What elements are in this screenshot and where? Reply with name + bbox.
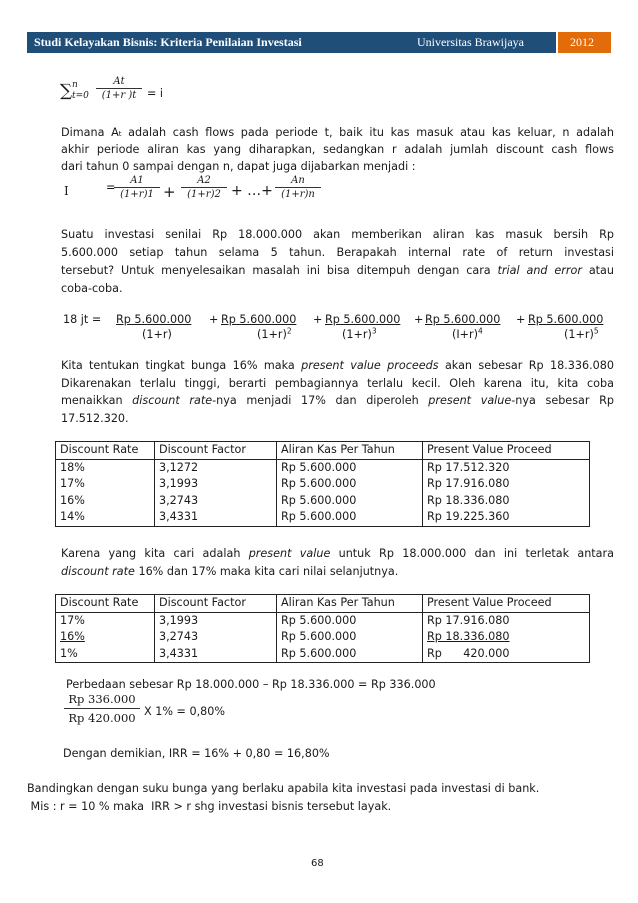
npv-term-1: Rp 5.600.000	[116, 313, 192, 326]
header-university: Universitas Brawijaya	[417, 35, 524, 49]
sum-upper-limit: 𝑛	[72, 80, 78, 90]
closing-line1: Bandingkan dengan suku bunga yang berlaku apabila kita investasi pada investasi di bank.	[27, 782, 540, 795]
table-row	[56, 476, 590, 493]
table-cell: Rp 19.225.360	[423, 509, 590, 526]
table-header-cell: Aliran Kas Per Tahun	[277, 595, 423, 613]
table-cell: 3,4331	[155, 509, 277, 526]
formula2-lhs: I	[64, 184, 69, 198]
closing-line2: Mis : r = 10 % maka IRR > r shg investasi bisnis tersebut layak.	[27, 800, 392, 813]
page-header	[27, 32, 611, 53]
table-header-row	[56, 595, 590, 613]
npv-denom-4: $(I+r)^4$	[452, 326, 483, 341]
header-year: 2012	[570, 35, 594, 49]
table-cell: 3,1272	[155, 459, 277, 476]
table-cell: 3,2743	[155, 493, 277, 510]
table-header-cell: Present Value Proceed	[423, 442, 590, 460]
table-header-cell: Discount Factor	[155, 595, 277, 613]
table-cell: 3,4331	[155, 646, 277, 663]
npv-term-4: Rp 5.600.000	[425, 313, 501, 326]
formula1-rhs: = i	[147, 87, 164, 100]
table-cell: Rp 17.916.080	[423, 612, 590, 629]
table-cell: Rp 5.600.000	[277, 459, 423, 476]
npv-plus: +	[313, 313, 323, 326]
table-row	[56, 646, 590, 663]
para3-line3: menaikkan discount rate-nya menjadi 17% dan diperoleh present value-nya sebesar Rp	[61, 394, 614, 407]
formula2-term1: 𝐴1 (1+𝑟)1	[114, 175, 160, 200]
table-row	[56, 629, 590, 646]
para3-line4: 17.512.320.	[61, 412, 129, 425]
para2-line3: tersebut? Untuk menyelesaikan masalah ini bisa ditempuh dengan cara trial and error atau	[61, 264, 615, 277]
npv-denom-2: $(1+r)^2$	[257, 326, 292, 341]
para3-line2: Dikarenakan terlalu tinggi, berarti pembagiannya terlalu kecil. Oleh karena itu, kita coba	[61, 377, 614, 390]
npv-plus: +	[516, 313, 526, 326]
para1-line1: Dimana At adalah cash flows pada periode t, baik itu kas masuk atau kas keluar, n adalah	[61, 126, 614, 139]
table-cell: Rp 5.600.000	[277, 476, 423, 493]
difference-line: Perbedaan sebesar Rp 18.000.000 – Rp 18.336.000 = Rp 336.000	[66, 678, 436, 691]
table-header-cell: Discount Rate	[56, 595, 155, 613]
table-header-cell: Present Value Proceed	[423, 595, 590, 613]
table-cell: 18%	[56, 459, 155, 476]
table-cell: 1%	[56, 646, 155, 663]
table-cell: Rp 5.600.000	[277, 629, 423, 646]
irr-result: Dengan demikian, IRR = 16% + 0,80 = 16,80%	[63, 747, 330, 760]
para2-line2: 5.600.000 setiap tahun selama 5 tahun. Berapakah internal rate of return investasi	[61, 246, 614, 259]
discount-table-1	[55, 441, 590, 527]
table-cell: 3,1993	[155, 476, 277, 493]
sigma-symbol: ∑	[60, 81, 73, 101]
table-header-cell: Discount Factor	[155, 442, 277, 460]
header-title: Studi Kelayakan Bisnis: Kriteria Penilaian Investasi	[34, 35, 302, 49]
formula2-termn: 𝐴𝑛 (1+𝑟)𝑛	[275, 175, 321, 200]
discount-table-2	[55, 594, 590, 663]
table-row	[56, 493, 590, 510]
formula2-ellipsis: + …+	[231, 183, 273, 199]
npv-plus: +	[209, 313, 219, 326]
table-cell: Rp 5.600.000	[277, 612, 423, 629]
table-row	[56, 459, 590, 476]
table-cell: Rp 5.600.000	[277, 646, 423, 663]
table-cell: 16%	[56, 629, 155, 646]
table-cell: Rp 18.336.080	[423, 493, 590, 510]
table-row	[56, 612, 590, 629]
npv-term-3: Rp 5.600.000	[325, 313, 401, 326]
irr-fraction	[64, 692, 140, 725]
para3-line1: Kita tentukan tingkat bunga 16% maka present value proceeds akan sebesar Rp 18.336.080	[61, 359, 615, 372]
table-header-row	[56, 442, 590, 460]
npv-plus: +	[414, 313, 424, 326]
formula2-term2: 𝐴2 (1+𝑟)2	[181, 175, 227, 200]
formula1-numerator: 𝐴𝑡	[96, 76, 142, 89]
irr-fraction-rhs: X 1% = 0,80%	[144, 705, 225, 718]
para2-line1: Suatu investasi senilai Rp 18.000.000 akan memberikan aliran kas masuk bersih Rp	[61, 228, 614, 241]
table-cell: 3,1993	[155, 612, 277, 629]
table-header-cell: Discount Rate	[56, 442, 155, 460]
table-cell: Rp 17.512.320	[423, 459, 590, 476]
para4-line2: discount rate 16% dan 17% maka kita cari nilai selanjutnya.	[61, 565, 399, 578]
formula2-eq: =	[106, 181, 116, 194]
table-cell: 14%	[56, 509, 155, 526]
table-cell: 16%	[56, 493, 155, 510]
npv-denom-1: (1+r)	[142, 328, 172, 341]
para4-line1: Karena yang kita cari adalah present value untuk Rp 18.000.000 dan ini terletak antara	[61, 547, 614, 560]
table-row	[56, 509, 590, 526]
para1-line2: akhir periode aliran kas yang diharapkan, sedangkan r adalah jumlah discount cash flows	[61, 143, 614, 156]
table-cell: Rp 5.600.000	[277, 493, 423, 510]
npv-term-5: Rp 5.600.000	[528, 313, 604, 326]
page-number: 68	[311, 858, 324, 869]
npv-term-2: Rp 5.600.000	[221, 313, 297, 326]
para1-line3: dari tahun 0 sampai dengan n, dapat juga dijabarkan menjadi :	[61, 160, 416, 173]
sum-lower-limit: 𝑡=0	[72, 91, 89, 101]
table-header-cell: Aliran Kas Per Tahun	[277, 442, 423, 460]
table-cell: Rp 420.000	[423, 646, 590, 663]
table-cell: Rp 5.600.000	[277, 509, 423, 526]
npv-lhs: 18 jt =	[63, 313, 102, 326]
table-cell: 3,2743	[155, 629, 277, 646]
formula1-denominator: (1+𝑟 )𝑡	[101, 90, 137, 101]
irr-fraction-numerator: Rp 336.000	[64, 692, 140, 709]
table-cell: 17%	[56, 612, 155, 629]
formula1-fraction	[96, 76, 142, 101]
npv-denom-5: $(1+r)^5$	[564, 326, 599, 341]
irr-fraction-denominator: Rp 420.000	[68, 711, 136, 725]
table-cell: Rp 17.916.080	[423, 476, 590, 493]
table-cell: 17%	[56, 476, 155, 493]
npv-denom-3: $(1+r)^3$	[342, 326, 377, 341]
table-cell: Rp 18.336.080	[423, 629, 590, 646]
para2-line4: coba-coba.	[61, 282, 123, 295]
formula2-plus: +	[163, 183, 176, 201]
